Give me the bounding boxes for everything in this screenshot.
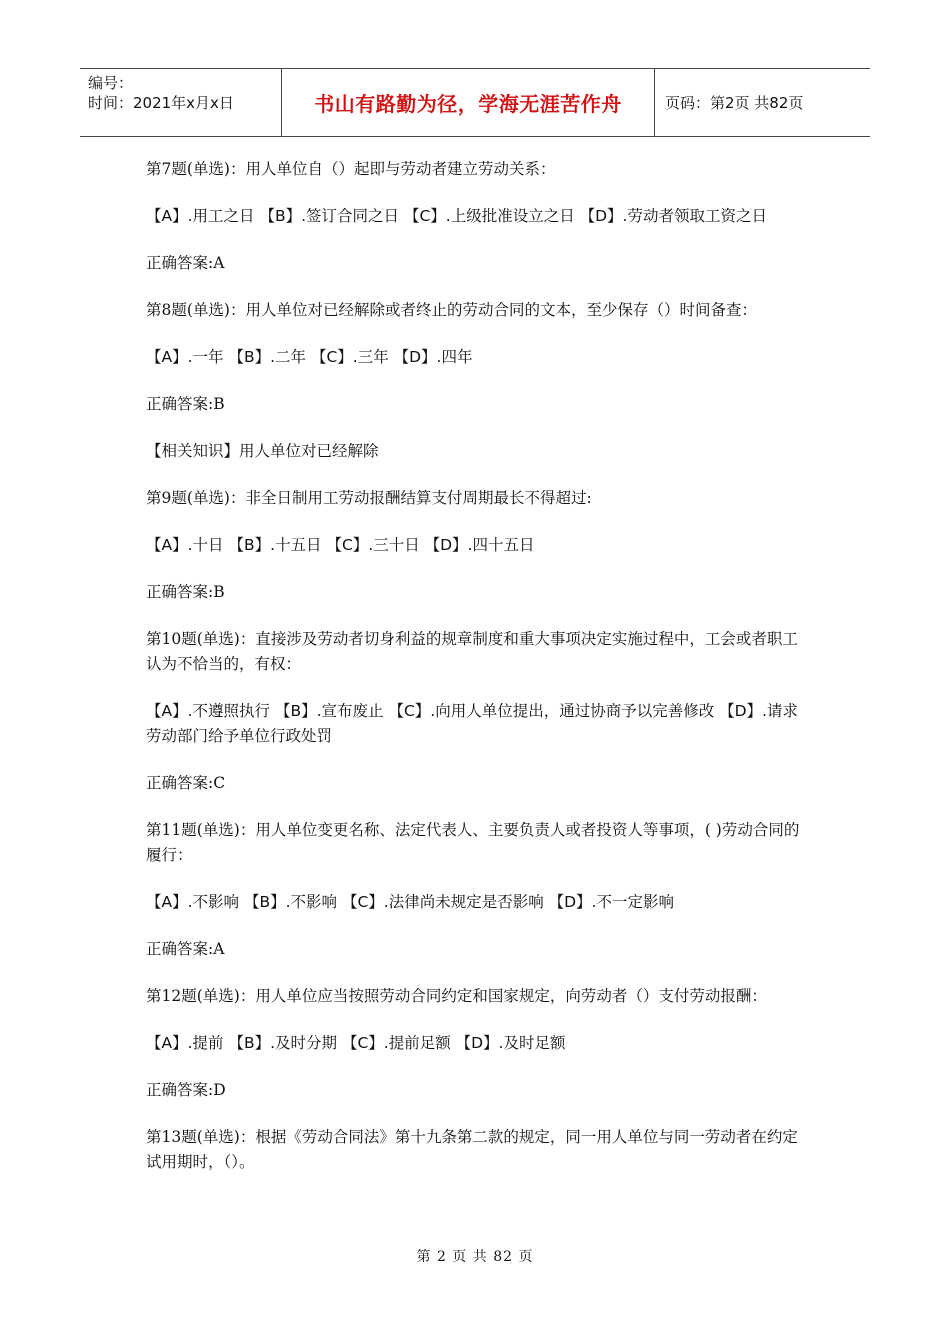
- answer-11: 正确答案:A: [146, 940, 225, 958]
- doc-date: 时间：2021年x月x日: [88, 94, 234, 112]
- header-motto-cell: [282, 69, 655, 136]
- question-7: 第7题(单选)：用人单位自（）起即与劳动者建立劳动关系：: [146, 160, 556, 178]
- doc-code-label: 编号：: [88, 74, 134, 92]
- question-12: 第12题(单选)：用人单位应当按照劳动合同约定和国家规定，向劳动者（）支付劳动报酬：: [146, 987, 767, 1005]
- answer-10: 正确答案:C: [146, 774, 226, 792]
- options-11: 【A】.不影响 【B】.不影响 【C】.法律尚未规定是否影响 【D】.不一定影响: [146, 893, 674, 911]
- question-10: 第10题(单选)：直接涉及劳动者切身利益的规章制度和重大事项决定实施过程中，工会或者职工认为不恰当的，有权：: [146, 630, 798, 673]
- header-motto: 书山有路勤为径，学海无涯苦作舟: [314, 92, 622, 116]
- answer-8: 正确答案:B: [146, 395, 225, 413]
- answer-9: 正确答案:B: [146, 583, 225, 601]
- answer-7: 正确答案:A: [146, 254, 225, 272]
- options-10: 【A】.不遵照执行 【B】.宣布废止 【C】.向用人单位提出，通过协商予以完善修改 【D】.请求劳动部门给予单位行政处罚: [146, 702, 798, 745]
- answer-12: 正确答案:D: [146, 1081, 226, 1099]
- options-12: 【A】.提前 【B】.及时分期 【C】.提前足额 【D】.及时足额: [146, 1034, 566, 1052]
- header-meta: [80, 69, 282, 136]
- page-info-text: 页码：第2页 共82页: [665, 94, 804, 112]
- options-7: 【A】.用工之日 【B】.签订合同之日 【C】.上级批准设立之日 【D】.劳动者领取工资之日: [146, 207, 767, 225]
- page-footer: 第 2 页 共 82 页: [416, 1249, 534, 1265]
- related-knowledge-8: 【相关知识】用人单位对已经解除: [146, 442, 379, 460]
- options-9: 【A】.十日 【B】.十五日 【C】.三十日 【D】.四十五日: [146, 536, 535, 554]
- options-8: 【A】.一年 【B】.二年 【C】.三年 【D】.四年: [146, 348, 473, 366]
- question-11: 第11题(单选)：用人单位变更名称、法定代表人、主要负责人或者投资人等事项，( )劳动合同的履行：: [146, 821, 800, 864]
- document-body: [146, 157, 810, 1197]
- question-8: 第8题(单选)：用人单位对已经解除或者终止的劳动合同的文本，至少保存（）时间备查：: [146, 301, 757, 319]
- question-9: 第9题(单选)：非全日制用工劳动报酬结算支付周期最长不得超过:: [146, 489, 592, 507]
- question-13: 第13题(单选)：根据《劳动合同法》第十九条第二款的规定，同一用人单位与同一劳动者在约定试用期时，（）。: [146, 1128, 798, 1171]
- page-header: [80, 68, 870, 137]
- header-page-info: [655, 69, 870, 136]
